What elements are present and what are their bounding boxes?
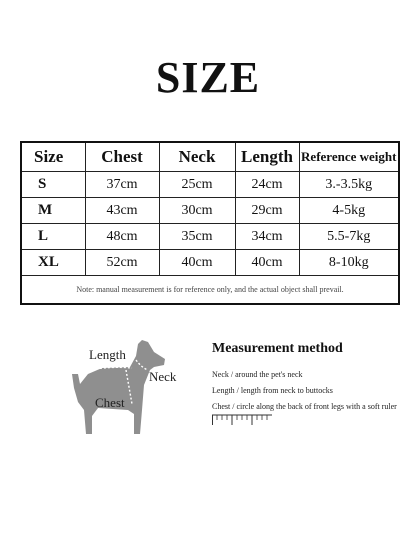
- weight-cell: 8-10kg: [299, 250, 399, 276]
- page-title: SIZE: [155, 53, 261, 102]
- neck-cell: 35cm: [159, 224, 235, 250]
- neck-instruction: Neck / around the pet's neck: [212, 370, 303, 379]
- header-reference-weight: Reference weight: [299, 142, 399, 172]
- size-cell: XL: [21, 250, 85, 276]
- chest-cell: 37cm: [85, 172, 159, 198]
- chest-label: Chest: [95, 395, 125, 410]
- header-neck: Neck: [159, 142, 235, 172]
- chest-cell: 48cm: [85, 224, 159, 250]
- neck-cell: 40cm: [159, 250, 235, 276]
- table-row: [21, 224, 399, 250]
- chest-instruction: Chest / circle along the back of front legs with a soft ruler: [212, 402, 397, 411]
- header-chest: Chest: [85, 142, 159, 172]
- size-cell: S: [21, 172, 85, 198]
- size-cell: L: [21, 224, 85, 250]
- dog-silhouette-icon: [62, 330, 192, 448]
- dog-measurement-illustration: [62, 330, 192, 448]
- chest-cell: 43cm: [85, 198, 159, 224]
- table-note: Note: manual measurement is for reference only, and the actual object shall prevail.: [21, 276, 399, 305]
- table-header-row: [21, 142, 399, 172]
- length-cell: 24cm: [235, 172, 299, 198]
- neck-cell: 25cm: [159, 172, 235, 198]
- ruler-icon: [212, 414, 272, 426]
- measurement-method-title: Measurement method: [212, 341, 343, 356]
- header-size: Size: [21, 142, 85, 172]
- neck-label: Neck: [149, 369, 177, 384]
- length-instruction: Length / length from neck to buttocks: [212, 386, 333, 395]
- weight-cell: 5.5-7kg: [299, 224, 399, 250]
- table-row: [21, 198, 399, 224]
- weight-cell: 3.-3.5kg: [299, 172, 399, 198]
- neck-cell: 30cm: [159, 198, 235, 224]
- length-label: Length: [89, 347, 126, 362]
- chest-cell: 52cm: [85, 250, 159, 276]
- header-length: Length: [235, 142, 299, 172]
- table-row: [21, 250, 399, 276]
- length-cell: 34cm: [235, 224, 299, 250]
- size-cell: M: [21, 198, 85, 224]
- table-note-row: [21, 276, 399, 305]
- size-chart-table: [20, 141, 400, 305]
- length-cell: 29cm: [235, 198, 299, 224]
- weight-cell: 4-5kg: [299, 198, 399, 224]
- table-row: [21, 172, 399, 198]
- length-cell: 40cm: [235, 250, 299, 276]
